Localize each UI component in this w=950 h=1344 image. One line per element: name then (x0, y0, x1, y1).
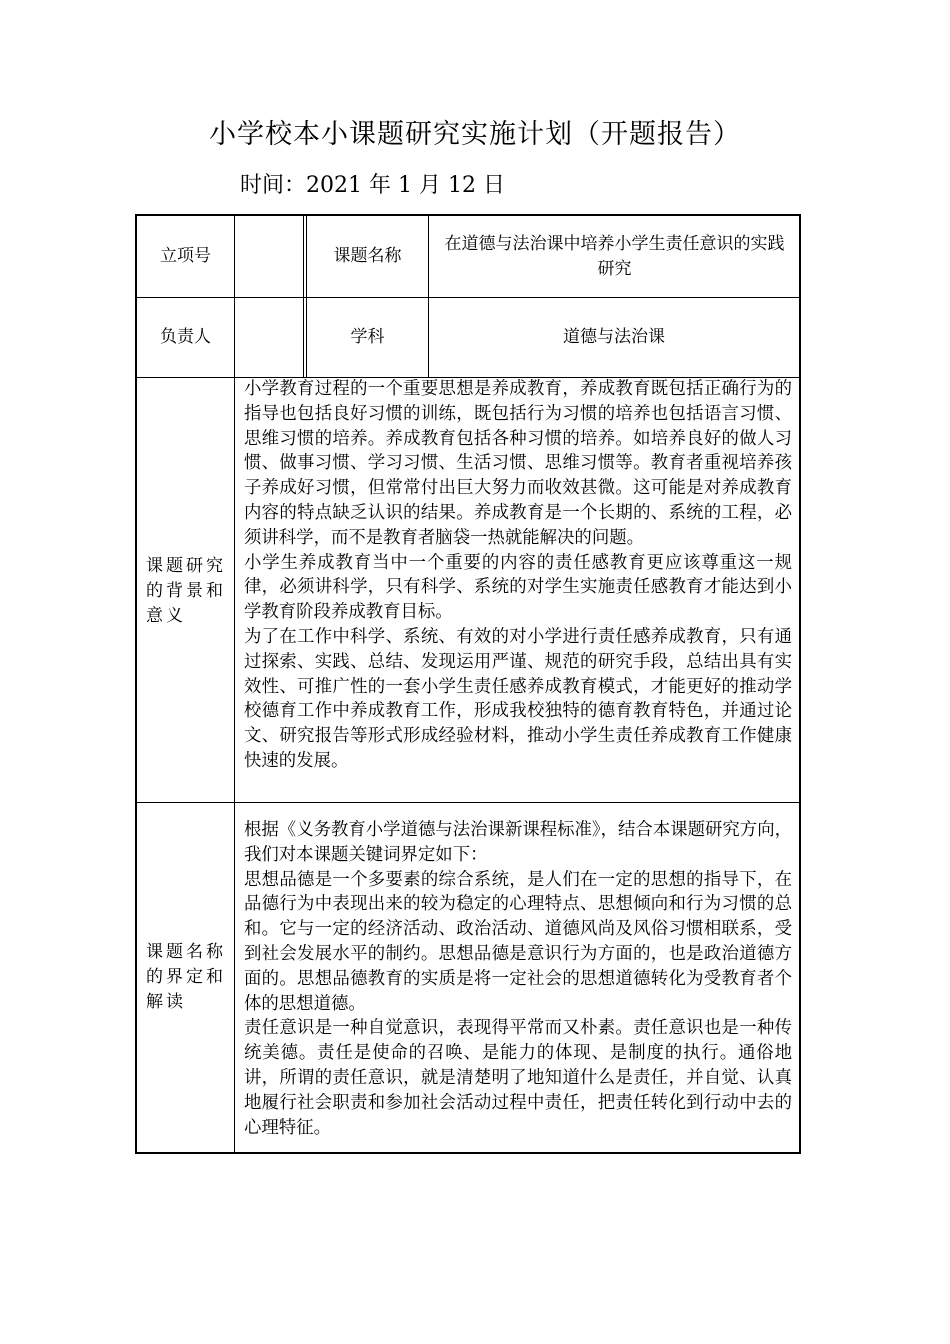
leader-value (235, 298, 303, 377)
project-number-label: 立项号 (160, 246, 211, 266)
row-divider-3 (137, 802, 799, 803)
definition-paragraph: 根据《义务教育小学道德与法治课新课程标准》，结合本课题研究方向，我们对本课题关键词界定如下： (244, 820, 792, 865)
document-title: 小学校本小课题研究实施计划（开题报告） (209, 119, 741, 150)
project-number-value (235, 216, 303, 297)
definition-content (244, 818, 792, 1140)
subject-label: 学科 (350, 327, 385, 347)
background-content (244, 377, 792, 774)
subject-value: 道德与法治课 (563, 327, 665, 347)
document-date: 时间：2021 年 1 月 12 日 (240, 173, 505, 198)
leader-label: 负责人 (160, 327, 211, 347)
definition-label: 课题名称的界定和解读 (146, 942, 226, 1012)
topic-name-value: 在道德与法治课中培养小学生责任意识的实践研究 (444, 233, 785, 279)
definition-paragraph: 思想品德是一个多要素的综合系统，是人们在一定的思想的指导下，在品德行为中表现出来的较为稳定的心理特点、思想倾向和行为习惯的总和。它与一定的经济活动、政治活动、道德风尚及风俗习惯相联系，受到社会发展水平的制约。思想品德是意识行为方面的，也是政治道德方面的。思想品德教育的实质是将一定社会的思想道德转化为受教育者个体的思想道德。 (244, 869, 792, 1014)
background-paragraph: 为了在工作中科学、系统、有效的对小学进行责任感养成教育，只有通过探索、实践、总结、发现运用严谨、规范的研究手段，总结出具有实效性、可推广性的一套小学生责任感养成教育模式，才能更好的推动学校德育工作中养成教育工作，形成我校独特的德育教育特色，并通过论文、研究报告等形式形成经验材料，推动小学生责任养成教育工作健康快速的发展。 (244, 626, 792, 771)
col-divider-2 (303, 216, 304, 377)
background-paragraph: 小学生养成教育当中一个重要的内容的责任感教育更应该尊重这一规律，必须讲科学，只有科学、系统的对学生实施责任感教育才能达到小学教育阶段养成教育目标。 (244, 552, 792, 623)
background-label: 课题研究的背景和意义 (146, 556, 226, 626)
definition-paragraph: 责任意识是一种自觉意识，表现得平常而又朴素。责任意识也是一种传统美德。责任是使命的召唤、是能力的体现、是制度的执行。通俗地讲，所谓的责任意识，就是清楚明了地知道什么是责任，并自觉、认真地履行社会职责和参加社会活动过程中责任，把责任转化到行动中去的心理特征。 (244, 1018, 792, 1138)
report-table (135, 214, 801, 1154)
topic-name-label: 课题名称 (333, 246, 402, 266)
background-paragraph: 小学教育过程的一个重要思想是养成教育，养成教育既包括正确行为的指导也包括良好习惯的训练，既包括行为习惯的培养也包括语言习惯、思维习惯的培养。养成教育包括各种习惯的培养。如培养良好的做人习惯、做事习惯、学习习惯、生活习惯、思维习惯等。教育者重视培养孩子养成好习惯，但常常付出巨大努力而收效甚微。这可能是对养成教育内容的特点缺乏认识的结果。养成教育是一个长期的、系统的工程，必须讲科学，而不是教育者脑袋一热就能解决的问题。 (244, 379, 792, 548)
